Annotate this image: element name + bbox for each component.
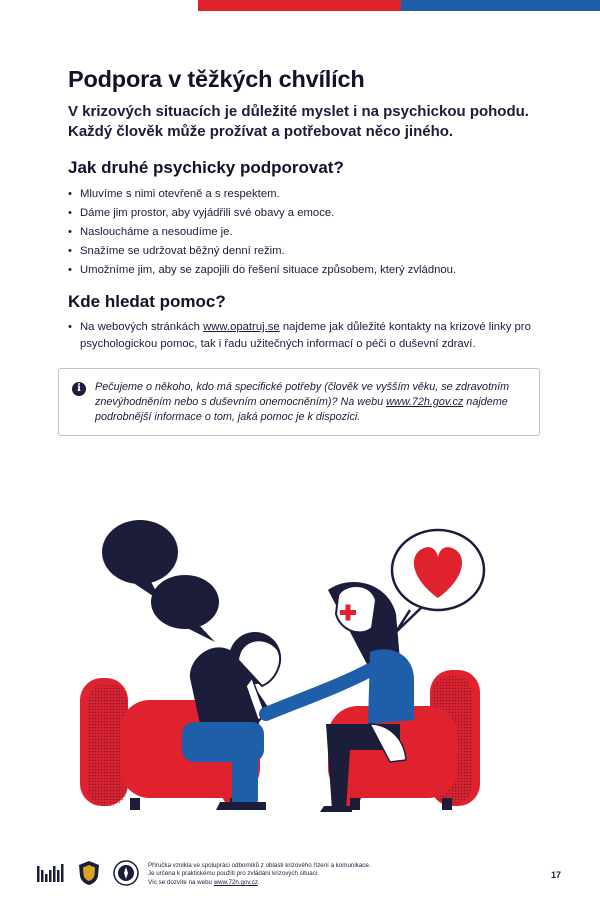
page-number: 17 (551, 870, 562, 880)
footer-line-3-after: . (257, 878, 260, 886)
top-bar-red (198, 0, 401, 11)
footer-line-1: Příručka vznikla ve spolupráci odborníků z oblasti krizového řízení a komunikace. (148, 862, 371, 869)
info-box (58, 368, 540, 436)
police-badge-icon (78, 860, 100, 886)
heart-bubble-icon (392, 530, 484, 632)
footer-text (148, 862, 448, 887)
help-list (68, 319, 538, 353)
page-title: Podpora v těžkých chvílích (68, 66, 365, 92)
footer-line-2: Je určena k praktickému použití pro zvládání krizových situací. (148, 870, 320, 878)
gov-link[interactable]: www.72h.gov.cz (386, 396, 464, 408)
info-icon: i (72, 382, 86, 396)
support-illustration (70, 510, 500, 828)
ministry-logo-icon (37, 862, 67, 884)
top-bar-blue (401, 0, 600, 11)
firefighters-emblem-icon (113, 860, 139, 886)
help-heading: Kde hledat pomoc? (68, 292, 226, 311)
top-color-bar (198, 0, 600, 11)
opatruj-link[interactable]: www.opatruj.se (203, 321, 280, 333)
footer (0, 852, 600, 892)
info-text (95, 380, 527, 425)
main-content (68, 64, 538, 358)
support-list (68, 187, 538, 277)
list-item: • Nasloucháme a nesoudíme je. (68, 225, 538, 239)
list-item: • Mluvíme s nimi otevřeně a s respektem. (68, 187, 538, 201)
footer-gov-link[interactable]: www.72h.gov.cz (213, 878, 258, 886)
support-heading: Jak druhé psychicky podporovat? (68, 158, 344, 177)
list-item: • Dáme jim prostor, aby vyjádřili své obavy a emoce. (68, 206, 538, 220)
info-text-after: najdeme podrobnější informace o tom, jaká pomoc je k dispozici. (95, 396, 508, 423)
info-text-before: Pečujeme o někoho, kdo má specifické potřeby (člověk ve vyšším věku, se zdravotním znevýhodněním nebo s duševním onemocněním)? Na webu (95, 381, 510, 408)
help-text-before: Na webových stránkách (80, 321, 204, 333)
lead-paragraph: V krizových situacích je důležité myslet i na psychickou pohodu. Každý člověk může prožívat a potřebovat něco jiného. (68, 103, 529, 140)
speech-bubble-icon (151, 575, 219, 642)
list-item (68, 319, 538, 353)
list-item: • Snažíme se udržovat běžný denní režim. (68, 244, 538, 258)
footer-line-3-before: Víc se dozvíte na webu (148, 878, 214, 886)
help-text-after: najdeme jak důležité kontakty na krizové linky pro psychologickou pomoc, tak i řadu užitečných informací o péči o duševní zdraví. (80, 321, 531, 350)
list-item: • Umožníme jim, aby se zapojili do řešení situace způsobem, který zvládnou. (68, 263, 538, 277)
